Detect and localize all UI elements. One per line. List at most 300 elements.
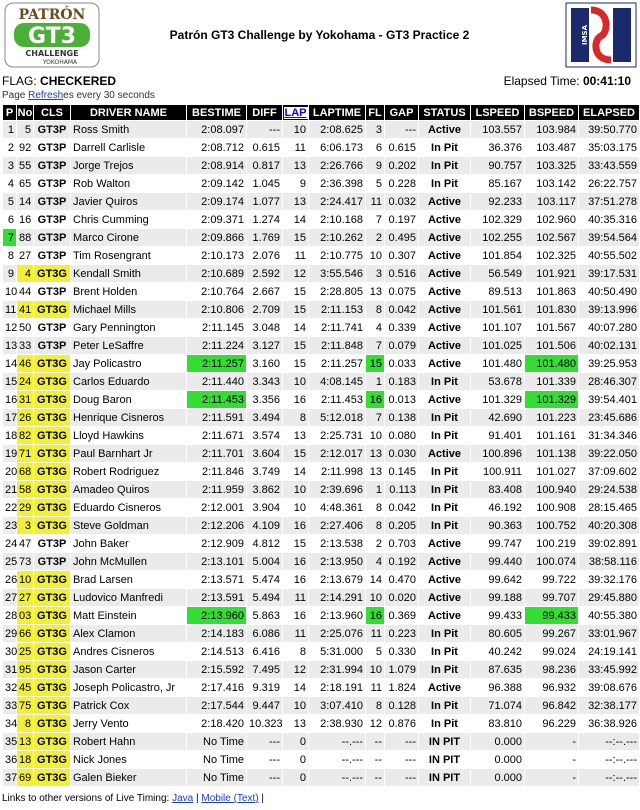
- cell-lspeed: 101.854: [471, 247, 524, 264]
- cell-diff: 2.667: [247, 283, 282, 300]
- cell-elapsed: 40:55.502: [579, 247, 639, 264]
- cell-best: No Time: [187, 769, 246, 786]
- cell-gap: 0.339: [385, 319, 418, 336]
- cell-driver: John McMullen: [71, 553, 186, 570]
- column-header-driver-name: DRIVER NAME: [71, 105, 186, 120]
- cell-elapsed: 32:38.177: [579, 697, 639, 714]
- cell-best: 2:12.001: [187, 499, 246, 516]
- cell-laptime: 2:08.625: [309, 121, 365, 138]
- table-row: [3, 571, 639, 588]
- cell-gap: 0.032: [385, 193, 418, 210]
- cell-diff: 1.274: [247, 211, 282, 228]
- cell-lap: 15: [283, 283, 308, 300]
- column-header-no: No: [17, 106, 33, 119]
- cell-driver: Brent Holden: [71, 283, 186, 300]
- cell-cls: GT3P: [34, 211, 70, 228]
- cell-lspeed: 0.000: [471, 733, 524, 750]
- cell-status: In Pit: [419, 139, 470, 156]
- cell-status: Active: [419, 337, 470, 354]
- cell-elapsed: 39:17.531: [579, 265, 639, 282]
- cell-elapsed: 37:09.602: [579, 463, 639, 480]
- cell-fl: 12: [366, 715, 384, 732]
- cell-no: 26: [17, 409, 33, 426]
- cell-p: 19: [3, 445, 16, 462]
- cell-best: 2:13.960: [187, 607, 246, 624]
- cell-driver: Lloyd Hawkins: [71, 427, 186, 444]
- cell-p: 1: [3, 121, 16, 138]
- cell-fl: 11: [366, 193, 384, 210]
- cell-lspeed: 92.233: [471, 193, 524, 210]
- cell-status: Active: [419, 319, 470, 336]
- cell-lap: 10: [283, 697, 308, 714]
- cell-lap: 10: [283, 481, 308, 498]
- cell-bspeed: 101.921: [525, 265, 578, 282]
- cell-driver: Jorge Trejos: [71, 157, 186, 174]
- cell-diff: 3.604: [247, 445, 282, 462]
- table-row: [3, 697, 639, 714]
- cell-driver: Tim Rosengrant: [71, 247, 186, 264]
- cell-p: 28: [3, 607, 16, 624]
- cell-lap: 16: [283, 571, 308, 588]
- cell-status: In Pit: [419, 625, 470, 642]
- cell-driver: Michael Mills: [71, 301, 186, 318]
- table-row: [3, 517, 639, 534]
- cell-gap: 0.128: [385, 697, 418, 714]
- cell-status: In Pit: [419, 715, 470, 732]
- cell-driver: Jay Policastro: [71, 355, 186, 372]
- cell-diff: 5.494: [247, 589, 282, 606]
- cell-bspeed: 96.932: [525, 679, 578, 696]
- cell-elapsed: 40:07.280: [579, 319, 639, 336]
- cell-p: 23: [3, 517, 16, 534]
- table-row: [3, 625, 639, 642]
- cell-status: Active: [419, 445, 470, 462]
- table-row: [3, 157, 639, 174]
- cell-laptime: 2:11.153: [309, 301, 365, 318]
- cell-lap: 13: [283, 427, 308, 444]
- cell-status: Active: [419, 265, 470, 282]
- cell-cls: GT3G: [34, 571, 70, 588]
- cell-cls: GT3G: [34, 373, 70, 390]
- cell-driver: Ludovico Manfredi: [71, 589, 186, 606]
- cell-elapsed: 36:38.926: [579, 715, 639, 732]
- cell-fl: 8: [366, 517, 384, 534]
- svg-text:IMSA: IMSA: [581, 24, 589, 46]
- footer-links: [0, 787, 639, 810]
- cell-status: Active: [419, 355, 470, 372]
- cell-elapsed: 39:13.996: [579, 301, 639, 318]
- cell-p: 18: [3, 427, 16, 444]
- cell-status: Active: [419, 283, 470, 300]
- table-row: [3, 733, 639, 750]
- cell-bspeed: 101.480: [525, 355, 578, 372]
- cell-p: 17: [3, 409, 16, 426]
- cell-gap: 0.138: [385, 409, 418, 426]
- cell-driver: Alex Clamon: [71, 625, 186, 642]
- column-header-cls: CLS: [34, 105, 70, 120]
- cell-fl: 1: [366, 373, 384, 390]
- cell-elapsed: 39:50.770: [579, 121, 639, 138]
- cell-diff: 3.904: [247, 499, 282, 516]
- cell-best: 2:12.909: [187, 535, 246, 552]
- timing-body: [3, 121, 639, 786]
- cell-lspeed: 101.480: [471, 355, 524, 372]
- cell-driver: Paul Barnhart Jr: [71, 445, 186, 462]
- table-row: [3, 715, 639, 732]
- cell-lspeed: 101.561: [471, 301, 524, 318]
- table-row: [3, 391, 639, 408]
- cell-lspeed: 36.376: [471, 139, 524, 156]
- cell-diff: 3.749: [247, 463, 282, 480]
- cell-laptime: 2:25.076: [309, 625, 365, 642]
- cell-status: Active: [419, 211, 470, 228]
- cell-status: In Pit: [419, 481, 470, 498]
- cell-driver: Jerry Vento: [71, 715, 186, 732]
- refresh-prefix: Page: [2, 90, 29, 101]
- cell-diff: ---: [247, 121, 282, 138]
- cell-fl: 15: [366, 355, 384, 372]
- cell-best: 2:08.914: [187, 157, 246, 174]
- cell-fl: 5: [366, 643, 384, 660]
- cell-no: 45: [17, 679, 33, 696]
- table-row: [3, 283, 639, 300]
- cell-laptime: 2:31.994: [309, 661, 365, 678]
- cell-cls: GT3P: [34, 535, 70, 552]
- cell-bspeed: -: [525, 751, 578, 768]
- cell-status: Active: [419, 247, 470, 264]
- cell-diff: 2.076: [247, 247, 282, 264]
- cell-best: No Time: [187, 751, 246, 768]
- cell-lspeed: 101.329: [471, 391, 524, 408]
- footer-prefix: Links to other versions of Live Timing:: [2, 793, 173, 804]
- cell-driver: Brad Larsen: [71, 571, 186, 588]
- cell-p: 3: [3, 157, 16, 174]
- column-header-lap[interactable]: [283, 105, 308, 120]
- cell-elapsed: 33:01.967: [579, 625, 639, 642]
- table-row: [3, 373, 639, 390]
- cell-fl: 16: [366, 607, 384, 624]
- cell-elapsed: 40:55.380: [579, 607, 639, 624]
- cell-laptime: 2:10.262: [309, 229, 365, 246]
- cell-no: 25: [17, 643, 33, 660]
- cell-cls: GT3G: [34, 445, 70, 462]
- cell-diff: 5.474: [247, 571, 282, 588]
- cell-diff: 3.048: [247, 319, 282, 336]
- cell-laptime: 2:18.191: [309, 679, 365, 696]
- footer-suffix: |: [258, 793, 264, 804]
- cell-bspeed: 101.567: [525, 319, 578, 336]
- cell-cls: GT3G: [34, 733, 70, 750]
- cell-elapsed: --:--.---: [579, 751, 639, 768]
- cell-status: Active: [419, 571, 470, 588]
- cell-elapsed: 39:02.891: [579, 535, 639, 552]
- cell-lspeed: 0.000: [471, 751, 524, 768]
- cell-cls: GT3P: [34, 139, 70, 156]
- cell-gap: 1.824: [385, 679, 418, 696]
- cell-fl: 8: [366, 697, 384, 714]
- cell-status: Active: [419, 121, 470, 138]
- cell-bspeed: 100.074: [525, 553, 578, 570]
- cell-diff: 3.574: [247, 427, 282, 444]
- refresh-link[interactable]: Refresh: [28, 90, 64, 101]
- cell-bspeed: 99.024: [525, 643, 578, 660]
- cell-p: 33: [3, 697, 16, 714]
- cell-no: 4: [17, 265, 33, 282]
- cell-gap: 0.470: [385, 571, 418, 588]
- cell-fl: 2: [366, 229, 384, 246]
- cell-bspeed: 101.830: [525, 301, 578, 318]
- cell-no: 3: [17, 517, 33, 534]
- cell-elapsed: 39:08.676: [579, 679, 639, 696]
- cell-status: In Pit: [419, 643, 470, 660]
- cell-lap: 13: [283, 715, 308, 732]
- cell-fl: 7: [366, 211, 384, 228]
- cell-driver: Kendall Smith: [71, 265, 186, 282]
- cell-gap: 0.030: [385, 445, 418, 462]
- table-row: [3, 553, 639, 570]
- cell-elapsed: --:--.---: [579, 733, 639, 750]
- cell-lap: 12: [283, 661, 308, 678]
- cell-best: 2:17.416: [187, 679, 246, 696]
- cell-lap: 15: [283, 535, 308, 552]
- cell-diff: 9.319: [247, 679, 282, 696]
- cell-cls: GT3G: [34, 607, 70, 624]
- cell-best: 2:11.453: [187, 391, 246, 408]
- cell-no: 71: [17, 445, 33, 462]
- cell-no: 66: [17, 625, 33, 642]
- cell-lspeed: 90.757: [471, 157, 524, 174]
- cell-cls: GT3P: [34, 193, 70, 210]
- cell-lap: 10: [283, 499, 308, 516]
- cell-best: 2:11.440: [187, 373, 246, 390]
- cell-laptime: 2:11.998: [309, 463, 365, 480]
- cell-lap: 16: [283, 607, 308, 624]
- cell-p: 30: [3, 643, 16, 660]
- cell-lspeed: 99.642: [471, 571, 524, 588]
- cell-diff: 10.323: [247, 715, 282, 732]
- cell-lspeed: 42.690: [471, 409, 524, 426]
- cell-driver: Joseph Policastro, Jr: [71, 679, 186, 696]
- cell-lspeed: 91.401: [471, 427, 524, 444]
- cell-no: 68: [17, 463, 33, 480]
- cell-bspeed: 102.567: [525, 229, 578, 246]
- cell-no: 82: [17, 427, 33, 444]
- cell-elapsed: 40:35.316: [579, 211, 639, 228]
- cell-elapsed: 39:54.401: [579, 391, 639, 408]
- cell-status: Active: [419, 301, 470, 318]
- cell-cls: GT3G: [34, 769, 70, 786]
- cell-lap: 15: [283, 445, 308, 462]
- cell-best: 2:13.591: [187, 589, 246, 606]
- cell-best: 2:09.866: [187, 229, 246, 246]
- cell-laptime: 2:12.017: [309, 445, 365, 462]
- cell-best: 2:18.420: [187, 715, 246, 732]
- java-link[interactable]: Java: [172, 793, 194, 804]
- cell-lap: 15: [283, 301, 308, 318]
- cell-laptime: 2:10.168: [309, 211, 365, 228]
- cell-lspeed: 89.513: [471, 283, 524, 300]
- cell-driver: Darrell Carlisle: [71, 139, 186, 156]
- cell-fl: 7: [366, 409, 384, 426]
- sort-by-lap-link[interactable]: LAP: [284, 106, 307, 119]
- cell-lspeed: 99.440: [471, 553, 524, 570]
- cell-cls: GT3P: [34, 337, 70, 354]
- cell-best: 2:08.712: [187, 139, 246, 156]
- cell-cls: GT3G: [34, 715, 70, 732]
- cell-lspeed: 71.074: [471, 697, 524, 714]
- column-header-lspeed: LSPEED: [471, 105, 524, 120]
- cell-no: 29: [17, 499, 33, 516]
- cell-no: 31: [17, 391, 33, 408]
- cell-diff: 1.077: [247, 193, 282, 210]
- cell-status: IN PIT: [419, 769, 470, 786]
- cell-lspeed: 83.810: [471, 715, 524, 732]
- cell-driver: Andres Cisneros: [71, 643, 186, 660]
- cell-p: 15: [3, 373, 16, 390]
- cell-bspeed: 101.329: [525, 391, 578, 408]
- cell-lap: 16: [283, 391, 308, 408]
- cell-best: 2:09.174: [187, 193, 246, 210]
- cell-fl: 8: [366, 301, 384, 318]
- cell-no: 88: [17, 229, 33, 246]
- cell-best: 2:11.671: [187, 427, 246, 444]
- cell-cls: GT3G: [34, 589, 70, 606]
- cell-fl: 11: [366, 679, 384, 696]
- cell-no: 47: [17, 535, 33, 552]
- cell-lspeed: 99.433: [471, 607, 524, 624]
- cell-lspeed: 96.388: [471, 679, 524, 696]
- cell-driver: Nick Jones: [71, 751, 186, 768]
- cell-gap: ---: [385, 733, 418, 750]
- cell-bspeed: 101.339: [525, 373, 578, 390]
- table-row: [3, 355, 639, 372]
- cell-gap: 0.033: [385, 355, 418, 372]
- cell-elapsed: 33:43.559: [579, 157, 639, 174]
- cell-bspeed: 103.117: [525, 193, 578, 210]
- cell-fl: 9: [366, 157, 384, 174]
- cell-driver: Matt Einstein: [71, 607, 186, 624]
- cell-no: 5: [17, 121, 33, 138]
- table-header-row: [3, 105, 639, 120]
- cell-elapsed: 40:50.490: [579, 283, 639, 300]
- cell-elapsed: 39:25.953: [579, 355, 639, 372]
- cell-laptime: 2:13.960: [309, 607, 365, 624]
- cell-diff: 3.862: [247, 481, 282, 498]
- cell-status: Active: [419, 193, 470, 210]
- cell-best: 2:10.689: [187, 265, 246, 282]
- cell-lspeed: 100.911: [471, 463, 524, 480]
- cell-no: 65: [17, 175, 33, 192]
- cell-driver: Doug Baron: [71, 391, 186, 408]
- cell-diff: 3.160: [247, 355, 282, 372]
- cell-p: 12: [3, 319, 16, 336]
- cell-fl: --: [366, 769, 384, 786]
- cell-best: 2:11.591: [187, 409, 246, 426]
- cell-laptime: 4:48.361: [309, 499, 365, 516]
- cell-diff: 3.494: [247, 409, 282, 426]
- cell-p: 25: [3, 553, 16, 570]
- flag-status-line: [0, 72, 639, 90]
- cell-driver: Robert Hahn: [71, 733, 186, 750]
- table-row: [3, 409, 639, 426]
- cell-p: 37: [3, 769, 16, 786]
- cell-no: 03: [17, 607, 33, 624]
- cell-elapsed: 31:34.346: [579, 427, 639, 444]
- cell-laptime: 5:31.000: [309, 643, 365, 660]
- column-header-elapsed: ELAPSED: [579, 105, 639, 120]
- cell-driver: Peter LeSaffre: [71, 337, 186, 354]
- cell-gap: 1.079: [385, 661, 418, 678]
- cell-p: 11: [3, 301, 16, 318]
- cell-no: 8: [17, 715, 33, 732]
- cell-diff: 3.343: [247, 373, 282, 390]
- cell-status: IN PIT: [419, 751, 470, 768]
- cell-diff: 7.495: [247, 661, 282, 678]
- cell-cls: GT3G: [34, 355, 70, 372]
- cell-bspeed: 101.027: [525, 463, 578, 480]
- cell-best: 2:14.513: [187, 643, 246, 660]
- cell-status: Active: [419, 607, 470, 624]
- cell-cls: GT3G: [34, 679, 70, 696]
- cell-elapsed: 29:45.880: [579, 589, 639, 606]
- cell-cls: GT3G: [34, 301, 70, 318]
- cell-no: 27: [17, 589, 33, 606]
- cell-driver: Ross Smith: [71, 121, 186, 138]
- flag-label: FLAG:: [2, 74, 37, 88]
- cell-lspeed: 85.167: [471, 175, 524, 192]
- column-header-fl: FL: [366, 105, 384, 120]
- cell-no: 46: [17, 355, 33, 372]
- mobile-text-link[interactable]: Mobile (Text): [201, 793, 259, 804]
- cell-cls: GT3G: [34, 643, 70, 660]
- cell-elapsed: 29:24.538: [579, 481, 639, 498]
- cell-elapsed: 28:15.465: [579, 499, 639, 516]
- cell-cls: GT3G: [34, 499, 70, 516]
- cell-gap: 0.183: [385, 373, 418, 390]
- cell-elapsed: 37:51.278: [579, 193, 639, 210]
- cell-status: Active: [419, 391, 470, 408]
- cell-driver: Amadeo Quiros: [71, 481, 186, 498]
- cell-elapsed: 23:45.686: [579, 409, 639, 426]
- cell-diff: 6.086: [247, 625, 282, 642]
- cell-lspeed: 102.329: [471, 211, 524, 228]
- cell-p: 5: [3, 193, 16, 210]
- cell-laptime: 2:13.538: [309, 535, 365, 552]
- cell-lspeed: 87.635: [471, 661, 524, 678]
- table-row: [3, 175, 639, 192]
- table-row: [3, 679, 639, 696]
- cell-lspeed: 83.408: [471, 481, 524, 498]
- cell-laptime: 2:39.696: [309, 481, 365, 498]
- cell-fl: 8: [366, 499, 384, 516]
- cell-lap: 8: [283, 409, 308, 426]
- cell-p: 2: [3, 139, 16, 156]
- imsa-logo: [565, 2, 637, 68]
- cell-laptime: --.---: [309, 769, 365, 786]
- cell-elapsed: 24:19.141: [579, 643, 639, 660]
- cell-laptime: 2:13.950: [309, 553, 365, 570]
- cell-fl: 3: [366, 121, 384, 138]
- cell-status: In Pit: [419, 175, 470, 192]
- cell-cls: GT3G: [34, 481, 70, 498]
- cell-gap: 0.876: [385, 715, 418, 732]
- cell-fl: 14: [366, 571, 384, 588]
- cell-laptime: 2:27.406: [309, 517, 365, 534]
- cell-lap: 16: [283, 553, 308, 570]
- column-header-bestime: BESTIME: [187, 105, 246, 120]
- table-row: [3, 607, 639, 624]
- cell-cls: GT3G: [34, 751, 70, 768]
